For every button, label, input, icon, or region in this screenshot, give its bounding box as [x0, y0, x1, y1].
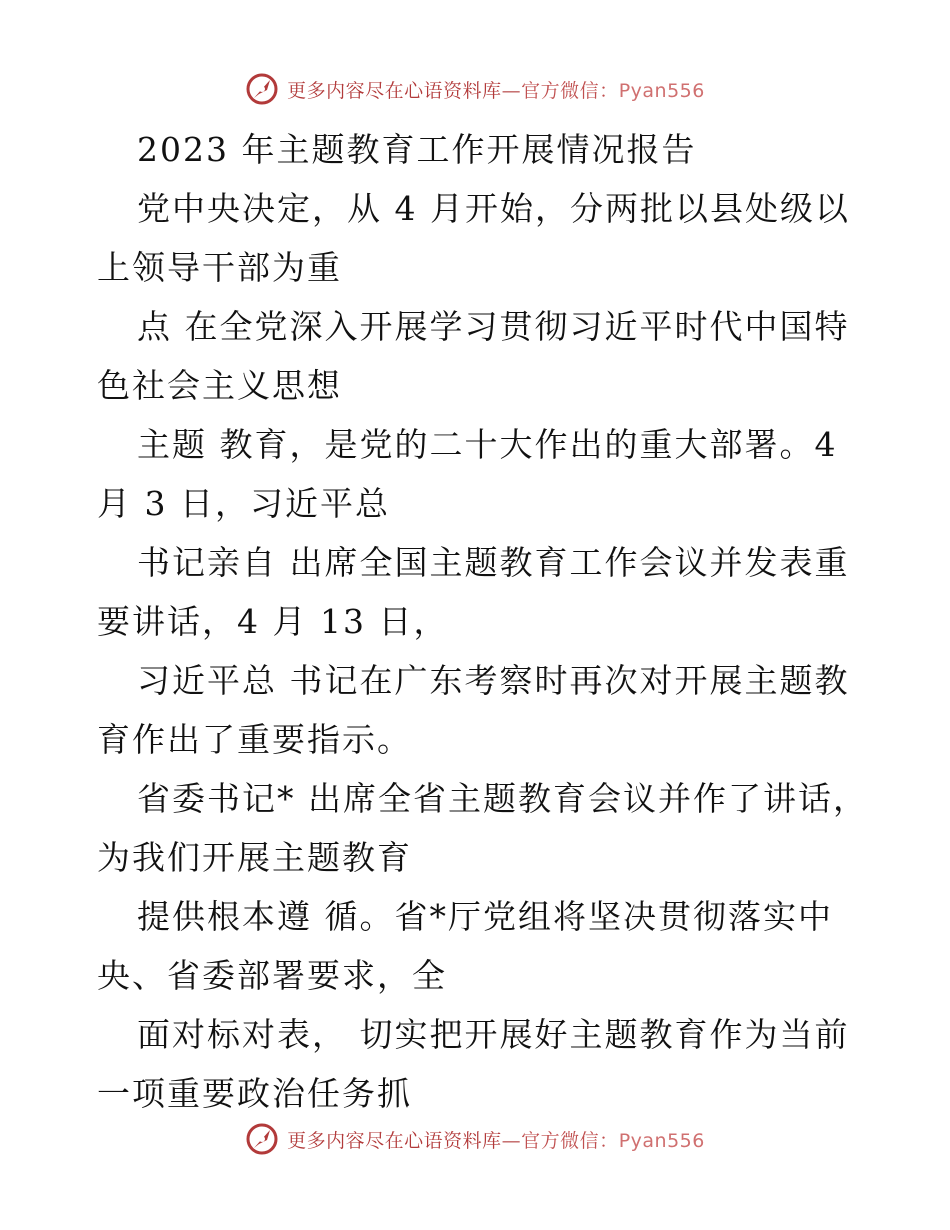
paragraph-line: 提供根本遵 循。省*厅党组将坚决贯彻落实中: [137, 897, 833, 936]
paragraph-line: 面对标对表， 切实把开展好主题教育作为当前: [137, 1015, 850, 1054]
paragraph-line: 为我们开展主题教育: [97, 838, 412, 877]
paragraph-line: 书记亲自 出席全国主题教育工作会议并发表重: [137, 543, 850, 582]
paragraph-line: 主题 教育，是党的二十大作出的重大部署。4: [137, 425, 838, 464]
banner-account: Pyan556: [618, 79, 705, 102]
paragraph-line: 省委书记* 出席全省主题教育会议并作了讲话，: [137, 779, 868, 818]
paragraph-line: 育作出了重要指示。: [97, 720, 412, 759]
paragraph-line: 要讲话，4 月 13 日，: [97, 602, 449, 641]
banner-main-text: 更多内容尽在心语资料库: [287, 1129, 502, 1152]
paragraph-line: 上领导干部为重: [97, 248, 342, 287]
banner-main-text: 更多内容尽在心语资料库: [287, 79, 502, 102]
paragraph-line: 色社会主义思想: [97, 366, 342, 405]
header-banner: [0, 72, 950, 106]
paragraph-line: 党中央决定，从 4 月开始，分两批以县处级以: [137, 189, 850, 228]
document-body: [97, 120, 868, 1123]
feather-seal-icon: [245, 1122, 279, 1156]
footer-banner: [0, 1122, 950, 1156]
banner-text: [287, 76, 705, 103]
banner-dash: —: [501, 1129, 522, 1152]
document-title: 2023 年主题教育工作开展情况报告: [137, 130, 697, 169]
banner-dash: —: [501, 79, 522, 102]
paragraph-line: 习近平总 书记在广东考察时再次对开展主题教: [137, 661, 850, 700]
banner-official-label: 官方微信：: [521, 79, 619, 102]
banner-text: [287, 1126, 705, 1153]
paragraph-line: 点 在全党深入开展学习贯彻习近平时代中国特: [137, 307, 850, 346]
banner-account: Pyan556: [618, 1129, 705, 1152]
feather-seal-icon: [245, 72, 279, 106]
paragraph-line: 月 3 日，习近平总: [97, 484, 390, 523]
paragraph-line: 央、省委部署要求，全: [97, 956, 447, 995]
banner-official-label: 官方微信：: [521, 1129, 619, 1152]
paragraph-line: 一项重要政治任务抓: [97, 1074, 412, 1113]
